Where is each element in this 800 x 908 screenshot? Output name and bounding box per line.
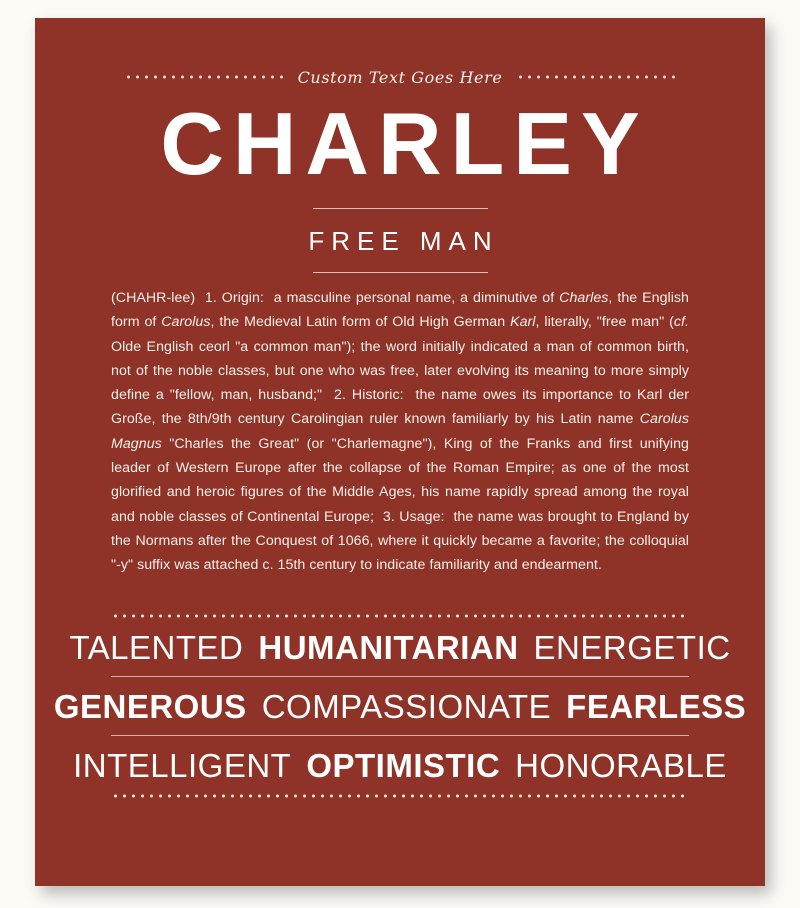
meaning-block [35, 208, 765, 273]
trait-word: OPTIMISTIC [306, 747, 501, 784]
name-art-poster [35, 18, 765, 886]
trait-word: INTELLIGENT [73, 747, 292, 784]
trait-word: HUMANITARIAN [258, 629, 519, 666]
trait-word: TALENTED [69, 629, 244, 666]
custom-text-row [35, 60, 765, 94]
dotted-divider-right [516, 75, 676, 79]
dotted-divider-left [124, 75, 284, 79]
custom-text: Custom Text Goes Here [297, 67, 503, 87]
meaning-rule-top [313, 208, 488, 209]
name-meaning: FREE MAN [308, 226, 499, 256]
traits-block [53, 614, 747, 798]
traits-rule-2 [111, 735, 689, 736]
traits-dotted-rule-bottom [111, 794, 689, 798]
trait-word: COMPASSIONATE [261, 688, 552, 725]
definition-text: (CHAHR-lee) 1. Origin: a masculine personal name, a diminutive of Charles, the English form of Carolus, the Medieval Latin form of Old High German Karl, literally, "free man" (cf. Olde English ceorl "a common man"); the word initially indicated a man of common birth, not of the noble classes, but one who was free, later evolving its meaning to more simply define a "fellow, man, husband;" 2. Historic: the name owes its importance to Karl der Große, the 8th/9th century Carolingian ruler known familiarly by his Latin name Carolus Magnus "Charles the Great" (or "Charlemagne"), King of the Franks and first unifying leader of Western Europe after the collapse of the Roman Empire; as one of the most glorified and heroic figures of the Middle Ages, his name rapidly spread among the royal and noble classes of Continental Europe; 3. Usage: the name was brought to England by the Normans after the Conquest of 1066, where it quickly became a favorite; the colloquial "-y" suffix was attached c. 15th century to indicate familiarity and endearment. [111, 290, 689, 574]
trait-word: GENEROUS [53, 688, 247, 725]
trait-row [53, 677, 747, 735]
meaning-rule-bottom [313, 272, 488, 273]
traits-rule-1 [111, 676, 689, 677]
trait-row [73, 736, 727, 794]
trait-row [69, 618, 731, 676]
trait-word: FEARLESS [566, 688, 747, 725]
trait-word: HONORABLE [515, 747, 727, 784]
page-title: CHARLEY [160, 94, 649, 193]
trait-word: ENERGETIC [533, 629, 731, 666]
